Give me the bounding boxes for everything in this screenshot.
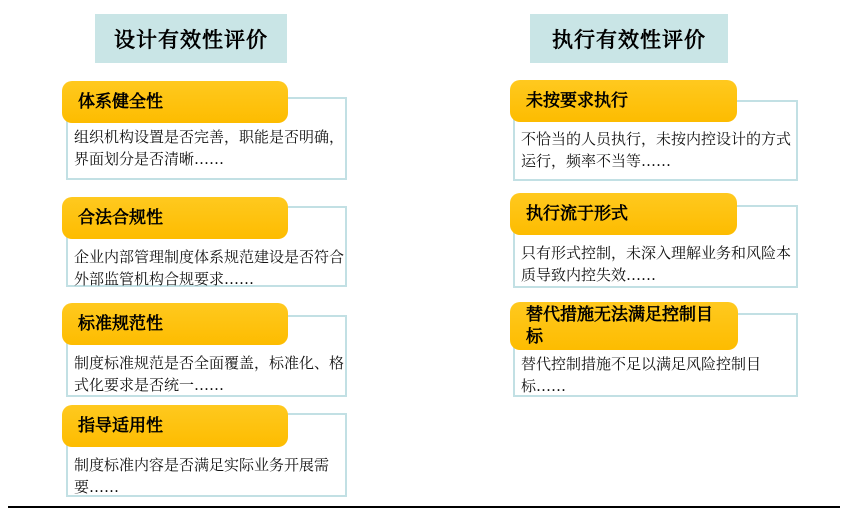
right-column-header: 执行有效性评价 bbox=[530, 14, 728, 63]
card-title-tag-design-4: 指导适用性 bbox=[62, 405, 288, 447]
card-body-design-2: 企业内部管理制度体系规范建设是否符合外部监管机构合规要求…… bbox=[74, 248, 345, 288]
card-body-exec-3: 替代控制措施不足以满足风险控制目标…… bbox=[521, 355, 762, 395]
card-body-design-1: 组织机构设置是否完善，职能是否明确，界面划分是否清晰…… bbox=[74, 128, 345, 168]
card-body-exec-2: 只有形式控制，未深入理解业务和风险本质导致内控失效…… bbox=[521, 244, 792, 284]
card-title-tag-exec-3: 替代措施无法满足控制目标 bbox=[510, 302, 738, 350]
card-title-tag-design-3: 标准规范性 bbox=[62, 303, 288, 345]
card-title-tag-design-2: 合法合规性 bbox=[62, 197, 288, 239]
bottom-divider-line bbox=[8, 506, 840, 508]
card-title-tag-exec-1: 未按要求执行 bbox=[510, 80, 737, 122]
card-body-design-3: 制度标准规范是否全面覆盖，标准化、格式化要求是否统一…… bbox=[74, 354, 345, 394]
card-body-design-4: 制度标准内容是否满足实际业务开展需要…… bbox=[74, 456, 330, 496]
card-body-exec-1: 不恰当的人员执行，未按内控设计的方式运行，频率不当等…… bbox=[521, 130, 792, 170]
left-column-header: 设计有效性评价 bbox=[95, 14, 287, 63]
card-title-tag-design-1: 体系健全性 bbox=[62, 81, 288, 123]
card-title-tag-exec-2: 执行流于形式 bbox=[510, 193, 737, 235]
